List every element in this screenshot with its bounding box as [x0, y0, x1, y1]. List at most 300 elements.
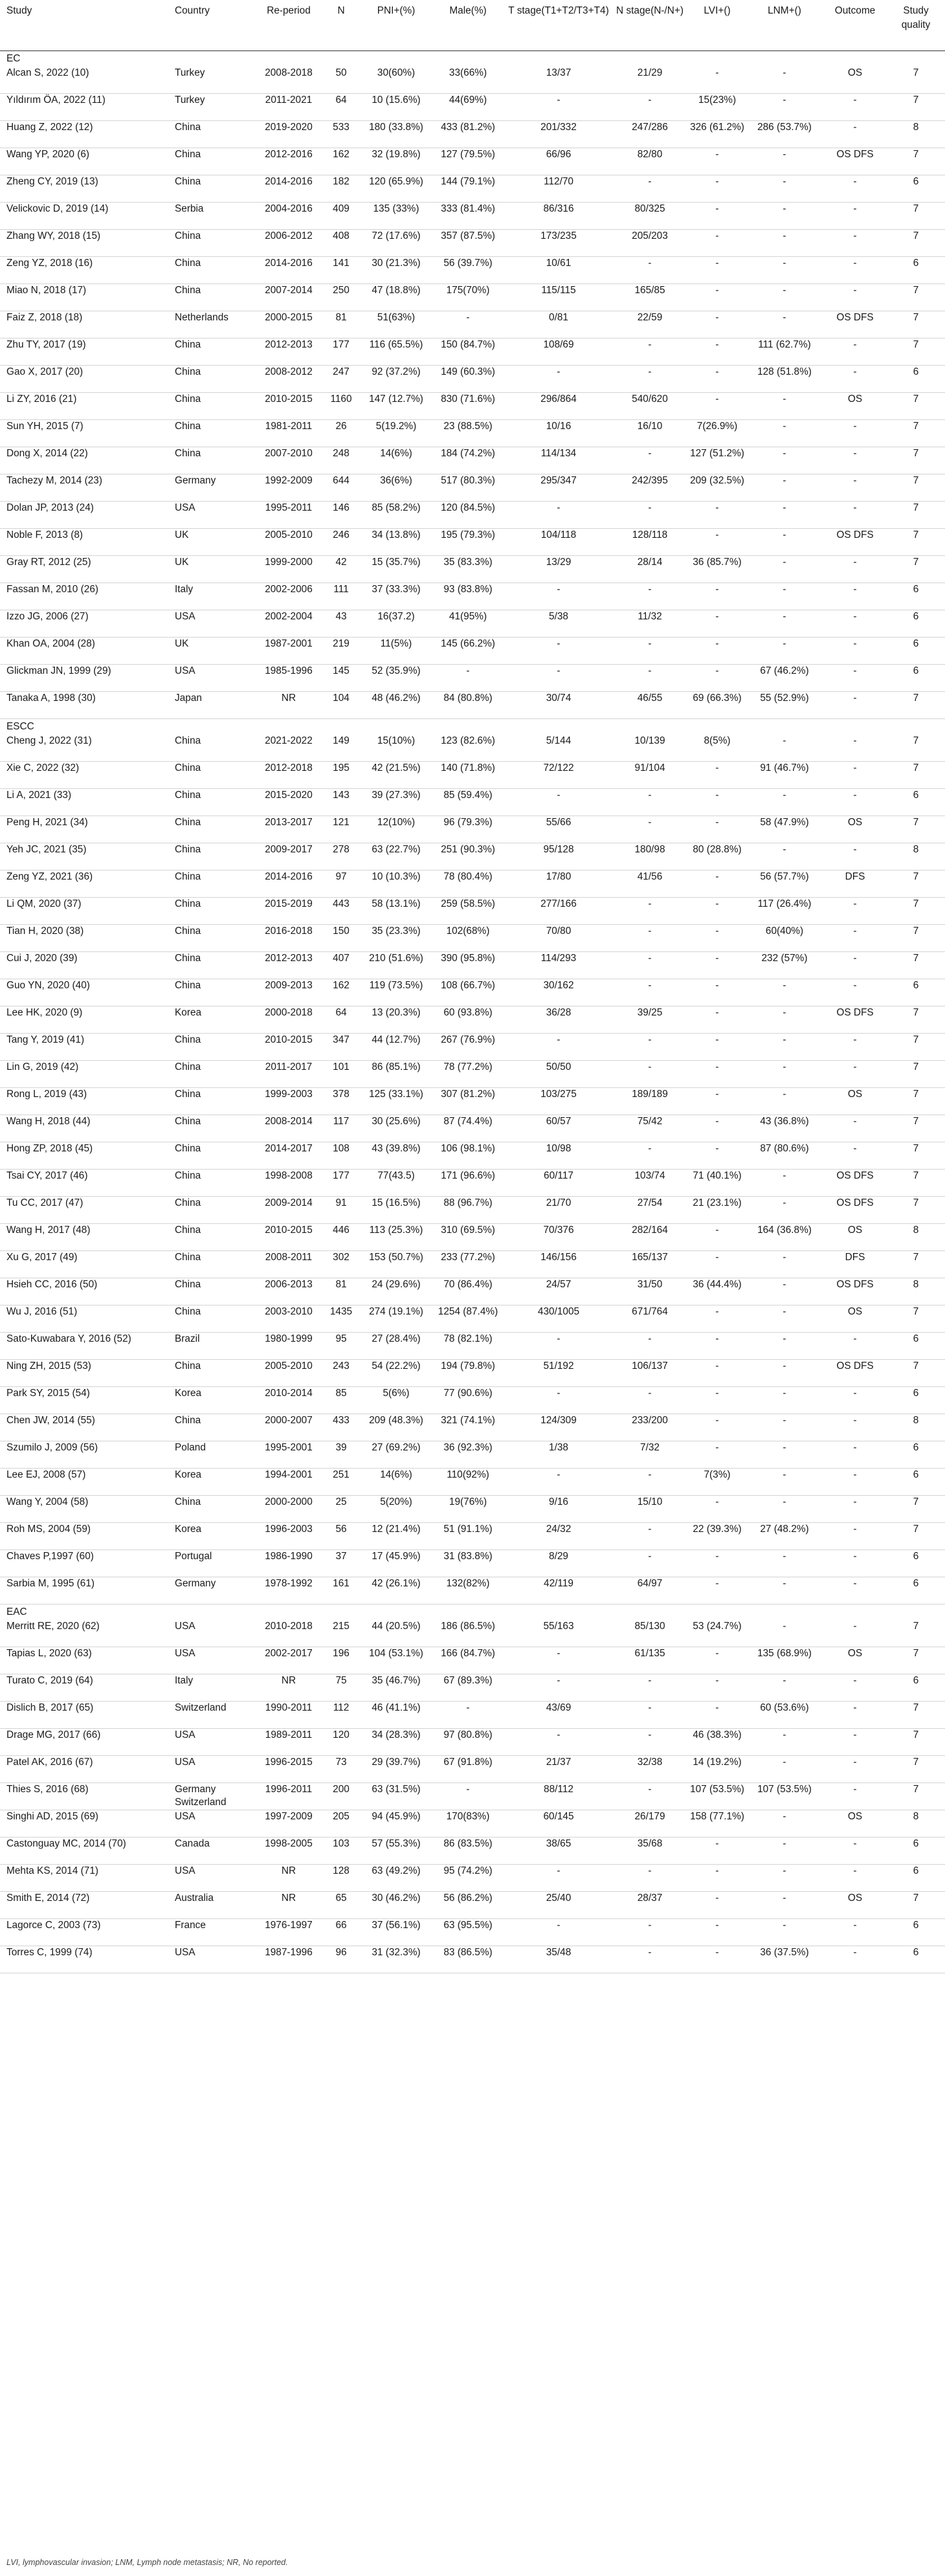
table-cell: 321 (74.1%): [430, 1414, 506, 1441]
table-cell: 2010-2015: [258, 1224, 320, 1251]
table-cell: Turkey: [168, 67, 258, 94]
study-cell: Patel AK, 2016 (67): [0, 1756, 168, 1783]
study-cell: Sato-Kuwabara Y, 2016 (52): [0, 1333, 168, 1360]
table-cell: Netherlands: [168, 311, 258, 339]
table-cell: 7: [887, 735, 945, 762]
table-cell: OS: [823, 67, 887, 94]
table-row: [0, 789, 945, 816]
table-cell: 7: [887, 393, 945, 420]
table-cell: 73: [320, 1756, 362, 1783]
table-cell: 46/55: [611, 692, 689, 719]
table-cell: China: [168, 257, 258, 284]
table-cell: 671/764: [611, 1305, 689, 1333]
table-cell: Poland: [168, 1441, 258, 1469]
table-cell: USA: [168, 1946, 258, 1973]
table-cell: 540/620: [611, 393, 689, 420]
table-cell: 170(83%): [430, 1810, 506, 1838]
table-cell: USA: [168, 610, 258, 638]
table-cell: -: [823, 1702, 887, 1729]
table-cell: OS DFS: [823, 1278, 887, 1305]
study-cell: Huang Z, 2022 (12): [0, 121, 168, 148]
table-cell: 37: [320, 1550, 362, 1577]
table-cell: China: [168, 952, 258, 979]
table-cell: 145 (66.2%): [430, 638, 506, 665]
table-cell: 58 (47.9%): [746, 816, 823, 843]
table-cell: 173/235: [506, 230, 611, 257]
table-cell: 13/37: [506, 67, 611, 94]
table-cell: -: [823, 1142, 887, 1170]
table-cell: OS: [823, 1647, 887, 1674]
study-cell: Sun YH, 2015 (7): [0, 420, 168, 447]
table-cell: -: [430, 665, 506, 692]
table-cell: 7: [887, 203, 945, 230]
table-cell: -: [823, 1756, 887, 1783]
table-cell: 107 (53.5%): [689, 1783, 746, 1810]
table-cell: 21/29: [611, 67, 689, 94]
table-cell: Canada: [168, 1838, 258, 1865]
table-cell: 95/128: [506, 843, 611, 871]
table-cell: China: [168, 1142, 258, 1170]
table-cell: -: [823, 638, 887, 665]
table-cell: 102(68%): [430, 925, 506, 952]
table-cell: 86/316: [506, 203, 611, 230]
table-cell: -: [823, 1061, 887, 1088]
table-cell: 127 (51.2%): [689, 447, 746, 474]
table-cell: 1995-2011: [258, 502, 320, 529]
table-cell: 7: [887, 1034, 945, 1061]
table-cell: Japan: [168, 692, 258, 719]
table-cell: -: [823, 735, 887, 762]
table-cell: -: [689, 502, 746, 529]
table-cell: China: [168, 447, 258, 474]
table-cell: -: [506, 1647, 611, 1674]
table-row: [0, 393, 945, 420]
table-cell: -: [746, 1360, 823, 1387]
table-cell: USA: [168, 502, 258, 529]
table-cell: 21/37: [506, 1756, 611, 1783]
table-cell: 14 (19.2%): [689, 1756, 746, 1783]
table-row: [0, 1197, 945, 1224]
table-cell: 37 (33.3%): [362, 583, 430, 610]
table-cell: -: [689, 284, 746, 311]
study-cell: Smith E, 2014 (72): [0, 1892, 168, 1919]
table-cell: 67 (91.8%): [430, 1756, 506, 1783]
table-cell: USA: [168, 1756, 258, 1783]
table-row: [0, 979, 945, 1006]
table-cell: China: [168, 1088, 258, 1115]
table-cell: 104 (53.1%): [362, 1647, 430, 1674]
table-cell: Korea: [168, 1387, 258, 1414]
table-cell: 2010-2018: [258, 1620, 320, 1647]
table-cell: -: [746, 789, 823, 816]
table-cell: 120: [320, 1729, 362, 1756]
table-cell: 57 (55.3%): [362, 1838, 430, 1865]
table-row: [0, 502, 945, 529]
table-cell: 87 (74.4%): [430, 1115, 506, 1142]
table-cell: 77 (90.6%): [430, 1387, 506, 1414]
table-cell: 443: [320, 898, 362, 925]
table-cell: 1976-1997: [258, 1919, 320, 1946]
table-cell: 30 (25.6%): [362, 1115, 430, 1142]
table-cell: 408: [320, 230, 362, 257]
table-cell: -: [689, 1088, 746, 1115]
table-cell: Italy: [168, 1674, 258, 1702]
table-cell: 5(19.2%): [362, 420, 430, 447]
group-label: EC: [6, 53, 21, 64]
table-cell: 51/192: [506, 1360, 611, 1387]
table-cell: 28/14: [611, 556, 689, 583]
table-cell: 378: [320, 1088, 362, 1115]
table-cell: -: [506, 1034, 611, 1061]
table-cell: 15/10: [611, 1496, 689, 1523]
table-cell: 7: [887, 1647, 945, 1674]
table-cell: China: [168, 1224, 258, 1251]
table-cell: -: [689, 1115, 746, 1142]
table-cell: -: [689, 1865, 746, 1892]
table-cell: 120 (84.5%): [430, 502, 506, 529]
table-cell: 2000-2015: [258, 311, 320, 339]
table-cell: 5(20%): [362, 1496, 430, 1523]
table-row: [0, 148, 945, 175]
table-cell: 93 (83.8%): [430, 583, 506, 610]
study-cell: Mehta KS, 2014 (71): [0, 1865, 168, 1892]
table-cell: China: [168, 1061, 258, 1088]
table-cell: China: [168, 1170, 258, 1197]
table-cell: -: [689, 1441, 746, 1469]
table-cell: 35 (83.3%): [430, 556, 506, 583]
table-cell: -: [823, 1441, 887, 1469]
table-cell: 6: [887, 1441, 945, 1469]
table-cell: 180 (33.8%): [362, 121, 430, 148]
table-cell: 26: [320, 420, 362, 447]
table-cell: 158 (77.1%): [689, 1810, 746, 1838]
column-header: PNI+(%): [362, 0, 430, 51]
table-row: [0, 1865, 945, 1892]
table-cell: -: [689, 393, 746, 420]
table-cell: -: [611, 665, 689, 692]
table-cell: -: [689, 1892, 746, 1919]
table-cell: -: [611, 1523, 689, 1550]
table-cell: China: [168, 762, 258, 789]
table-cell: 115/115: [506, 284, 611, 311]
table-cell: 2008-2014: [258, 1115, 320, 1142]
table-cell: 28/37: [611, 1892, 689, 1919]
table-cell: Korea: [168, 1006, 258, 1034]
table-cell: 69 (66.3%): [689, 692, 746, 719]
table-cell: 80/325: [611, 203, 689, 230]
table-cell: 150 (84.7%): [430, 339, 506, 366]
table-cell: -: [506, 1729, 611, 1756]
table-cell: 116 (65.5%): [362, 339, 430, 366]
table-cell: 6: [887, 1550, 945, 1577]
study-cell: Li ZY, 2016 (21): [0, 393, 168, 420]
table-cell: 85 (58.2%): [362, 502, 430, 529]
table-cell: 2006-2013: [258, 1278, 320, 1305]
table-cell: 2021-2022: [258, 735, 320, 762]
table-cell: 33(66%): [430, 67, 506, 94]
table-cell: -: [823, 1414, 887, 1441]
table-cell: 296/864: [506, 393, 611, 420]
table-cell: -: [689, 871, 746, 898]
table-cell: 2016-2018: [258, 925, 320, 952]
table-cell: 195 (79.3%): [430, 529, 506, 556]
table-cell: 121: [320, 816, 362, 843]
table-cell: -: [689, 1496, 746, 1523]
table-cell: 21 (23.1%): [689, 1197, 746, 1224]
table-cell: -: [746, 583, 823, 610]
table-cell: 23 (88.5%): [430, 420, 506, 447]
table-cell: 6: [887, 1577, 945, 1604]
table-cell: -: [823, 789, 887, 816]
table-cell: 114/293: [506, 952, 611, 979]
table-cell: 78 (82.1%): [430, 1333, 506, 1360]
table-cell: 8: [887, 1414, 945, 1441]
table-row: [0, 871, 945, 898]
table-cell: 242/395: [611, 474, 689, 502]
study-cell: Wang YP, 2020 (6): [0, 148, 168, 175]
table-cell: USA: [168, 1620, 258, 1647]
table-cell: Turkey: [168, 94, 258, 121]
table-cell: OS: [823, 1224, 887, 1251]
table-cell: 55 (52.9%): [746, 692, 823, 719]
table-cell: 2014-2016: [258, 257, 320, 284]
table-cell: 195: [320, 762, 362, 789]
table-cell: -: [506, 583, 611, 610]
column-header: Male(%): [430, 0, 506, 51]
table-cell: 2019-2020: [258, 121, 320, 148]
table-cell: 60(40%): [746, 925, 823, 952]
table-cell: 108: [320, 1142, 362, 1170]
table-cell: 295/347: [506, 474, 611, 502]
table-cell: China: [168, 816, 258, 843]
table-cell: 103/275: [506, 1088, 611, 1115]
table-cell: 16/10: [611, 420, 689, 447]
table-cell: China: [168, 1360, 258, 1387]
table-row: [0, 1333, 945, 1360]
table-cell: 165/137: [611, 1251, 689, 1278]
table-cell: -: [506, 1387, 611, 1414]
study-cell: Peng H, 2021 (34): [0, 816, 168, 843]
table-cell: -: [689, 1251, 746, 1278]
table-cell: Australia: [168, 1892, 258, 1919]
table-cell: 2014-2016: [258, 175, 320, 203]
table-row: [0, 1305, 945, 1333]
study-cell: Xie C, 2022 (32): [0, 762, 168, 789]
table-cell: -: [611, 1783, 689, 1810]
table-cell: -: [746, 447, 823, 474]
table-cell: -: [611, 1919, 689, 1946]
table-cell: -: [689, 1061, 746, 1088]
table-cell: -: [823, 843, 887, 871]
table-cell: 248: [320, 447, 362, 474]
table-cell: 6: [887, 610, 945, 638]
table-cell: 60 (53.6%): [746, 1702, 823, 1729]
table-cell: OS DFS: [823, 148, 887, 175]
table-cell: 6: [887, 1674, 945, 1702]
table-cell: 7: [887, 1729, 945, 1756]
table-cell: 171 (96.6%): [430, 1170, 506, 1197]
study-cell: Zeng YZ, 2021 (36): [0, 871, 168, 898]
table-cell: 36 (85.7%): [689, 556, 746, 583]
table-cell: 75: [320, 1674, 362, 1702]
table-cell: -: [823, 1550, 887, 1577]
table-cell: -: [823, 610, 887, 638]
table-cell: 127 (79.5%): [430, 148, 506, 175]
table-cell: 103: [320, 1838, 362, 1865]
table-cell: 39 (27.3%): [362, 789, 430, 816]
table-cell: -: [611, 1469, 689, 1496]
table-cell: -: [746, 1197, 823, 1224]
table-row: [0, 1810, 945, 1838]
table-cell: -: [689, 1333, 746, 1360]
table-cell: 44 (12.7%): [362, 1034, 430, 1061]
table-cell: 75/42: [611, 1115, 689, 1142]
table-cell: 46 (41.1%): [362, 1702, 430, 1729]
table-cell: 27 (48.2%): [746, 1523, 823, 1550]
table-cell: -: [746, 420, 823, 447]
table-cell: 2012-2016: [258, 148, 320, 175]
table-cell: -: [823, 925, 887, 952]
table-row: [0, 121, 945, 148]
table-cell: -: [746, 638, 823, 665]
table-cell: -: [746, 311, 823, 339]
table-cell: 66/96: [506, 148, 611, 175]
table-cell: 108/69: [506, 339, 611, 366]
table-cell: -: [611, 1729, 689, 1756]
table-cell: -: [506, 366, 611, 393]
table-cell: 104: [320, 692, 362, 719]
table-cell: OS DFS: [823, 311, 887, 339]
table-row: [0, 67, 945, 94]
table-cell: 36 (92.3%): [430, 1441, 506, 1469]
table-cell: 2012-2013: [258, 339, 320, 366]
table-cell: 2012-2013: [258, 952, 320, 979]
table-cell: 106 (98.1%): [430, 1142, 506, 1170]
study-cell: Glickman JN, 1999 (29): [0, 665, 168, 692]
table-cell: 30(60%): [362, 67, 430, 94]
table-cell: 251: [320, 1469, 362, 1496]
table-row: [0, 1838, 945, 1865]
table-cell: -: [611, 1142, 689, 1170]
table-cell: -: [823, 203, 887, 230]
study-cell: Turato C, 2019 (64): [0, 1674, 168, 1702]
table-cell: 164 (36.8%): [746, 1224, 823, 1251]
table-cell: 6: [887, 665, 945, 692]
table-cell: 95: [320, 1333, 362, 1360]
table-cell: 205/203: [611, 230, 689, 257]
table-cell: USA: [168, 1865, 258, 1892]
table-cell: 14(6%): [362, 1469, 430, 1496]
table-cell: 7: [887, 1783, 945, 1810]
column-header: Study quality: [887, 0, 945, 51]
table-cell: 34 (28.3%): [362, 1729, 430, 1756]
table-cell: 60 (93.8%): [430, 1006, 506, 1034]
table-cell: -: [689, 311, 746, 339]
table-cell: Germany: [168, 474, 258, 502]
table-cell: -: [823, 1919, 887, 1946]
table-cell: 124/309: [506, 1414, 611, 1441]
table-cell: -: [611, 789, 689, 816]
table-cell: 165/85: [611, 284, 689, 311]
table-cell: -: [746, 94, 823, 121]
table-cell: OS: [823, 1088, 887, 1115]
table-cell: -: [746, 1674, 823, 1702]
table-cell: 6: [887, 789, 945, 816]
column-header: LVI+(): [689, 0, 746, 51]
table-cell: China: [168, 979, 258, 1006]
table-cell: -: [746, 1170, 823, 1197]
table-cell: -: [746, 1469, 823, 1496]
table-cell: 95 (74.2%): [430, 1865, 506, 1892]
table-cell: -: [689, 952, 746, 979]
table-cell: 7: [887, 925, 945, 952]
table-cell: 141: [320, 257, 362, 284]
table-row: [0, 1441, 945, 1469]
table-cell: 51 (91.1%): [430, 1523, 506, 1550]
table-cell: 56 (39.7%): [430, 257, 506, 284]
table-cell: 5/144: [506, 735, 611, 762]
table-cell: 145: [320, 665, 362, 692]
table-cell: -: [506, 1469, 611, 1496]
table-cell: -: [689, 366, 746, 393]
table-cell: Switzerland: [168, 1702, 258, 1729]
study-cell: Tapias L, 2020 (63): [0, 1647, 168, 1674]
table-cell: -: [611, 583, 689, 610]
table-cell: -: [611, 175, 689, 203]
table-cell: 104/118: [506, 529, 611, 556]
table-cell: 6: [887, 257, 945, 284]
table-cell: 42 (26.1%): [362, 1577, 430, 1604]
table-cell: China: [168, 393, 258, 420]
table-cell: 7: [887, 474, 945, 502]
table-cell: 72 (17.6%): [362, 230, 430, 257]
table-cell: -: [746, 1620, 823, 1647]
table-row: [0, 1034, 945, 1061]
table-cell: 54 (22.2%): [362, 1360, 430, 1387]
table-cell: 2002-2004: [258, 610, 320, 638]
table-cell: -: [689, 1142, 746, 1170]
study-cell: Dolan JP, 2013 (24): [0, 502, 168, 529]
table-cell: 150: [320, 925, 362, 952]
study-cell: Gray RT, 2012 (25): [0, 556, 168, 583]
table-cell: 29 (39.7%): [362, 1756, 430, 1783]
table-cell: 35/48: [506, 1946, 611, 1973]
table-cell: -: [611, 1034, 689, 1061]
table-cell: 7: [887, 502, 945, 529]
table-cell: 7: [887, 692, 945, 719]
table-cell: 149 (60.3%): [430, 366, 506, 393]
table-cell: 10/139: [611, 735, 689, 762]
table-row: [0, 762, 945, 789]
table-cell: Korea: [168, 1469, 258, 1496]
table-cell: -: [823, 257, 887, 284]
table-cell: OS DFS: [823, 1197, 887, 1224]
table-cell: 21/70: [506, 1197, 611, 1224]
table-cell: 390 (95.8%): [430, 952, 506, 979]
table-cell: China: [168, 925, 258, 952]
table-cell: 7: [887, 339, 945, 366]
table-cell: 70/80: [506, 925, 611, 952]
table-cell: 63 (22.7%): [362, 843, 430, 871]
table-cell: 39/25: [611, 1006, 689, 1034]
study-cell: Zheng CY, 2019 (13): [0, 175, 168, 203]
table-cell: 66: [320, 1919, 362, 1946]
table-cell: China: [168, 735, 258, 762]
table-cell: -: [506, 1865, 611, 1892]
table-cell: 2015-2019: [258, 898, 320, 925]
study-cell: Ning ZH, 2015 (53): [0, 1360, 168, 1387]
table-cell: -: [746, 1892, 823, 1919]
